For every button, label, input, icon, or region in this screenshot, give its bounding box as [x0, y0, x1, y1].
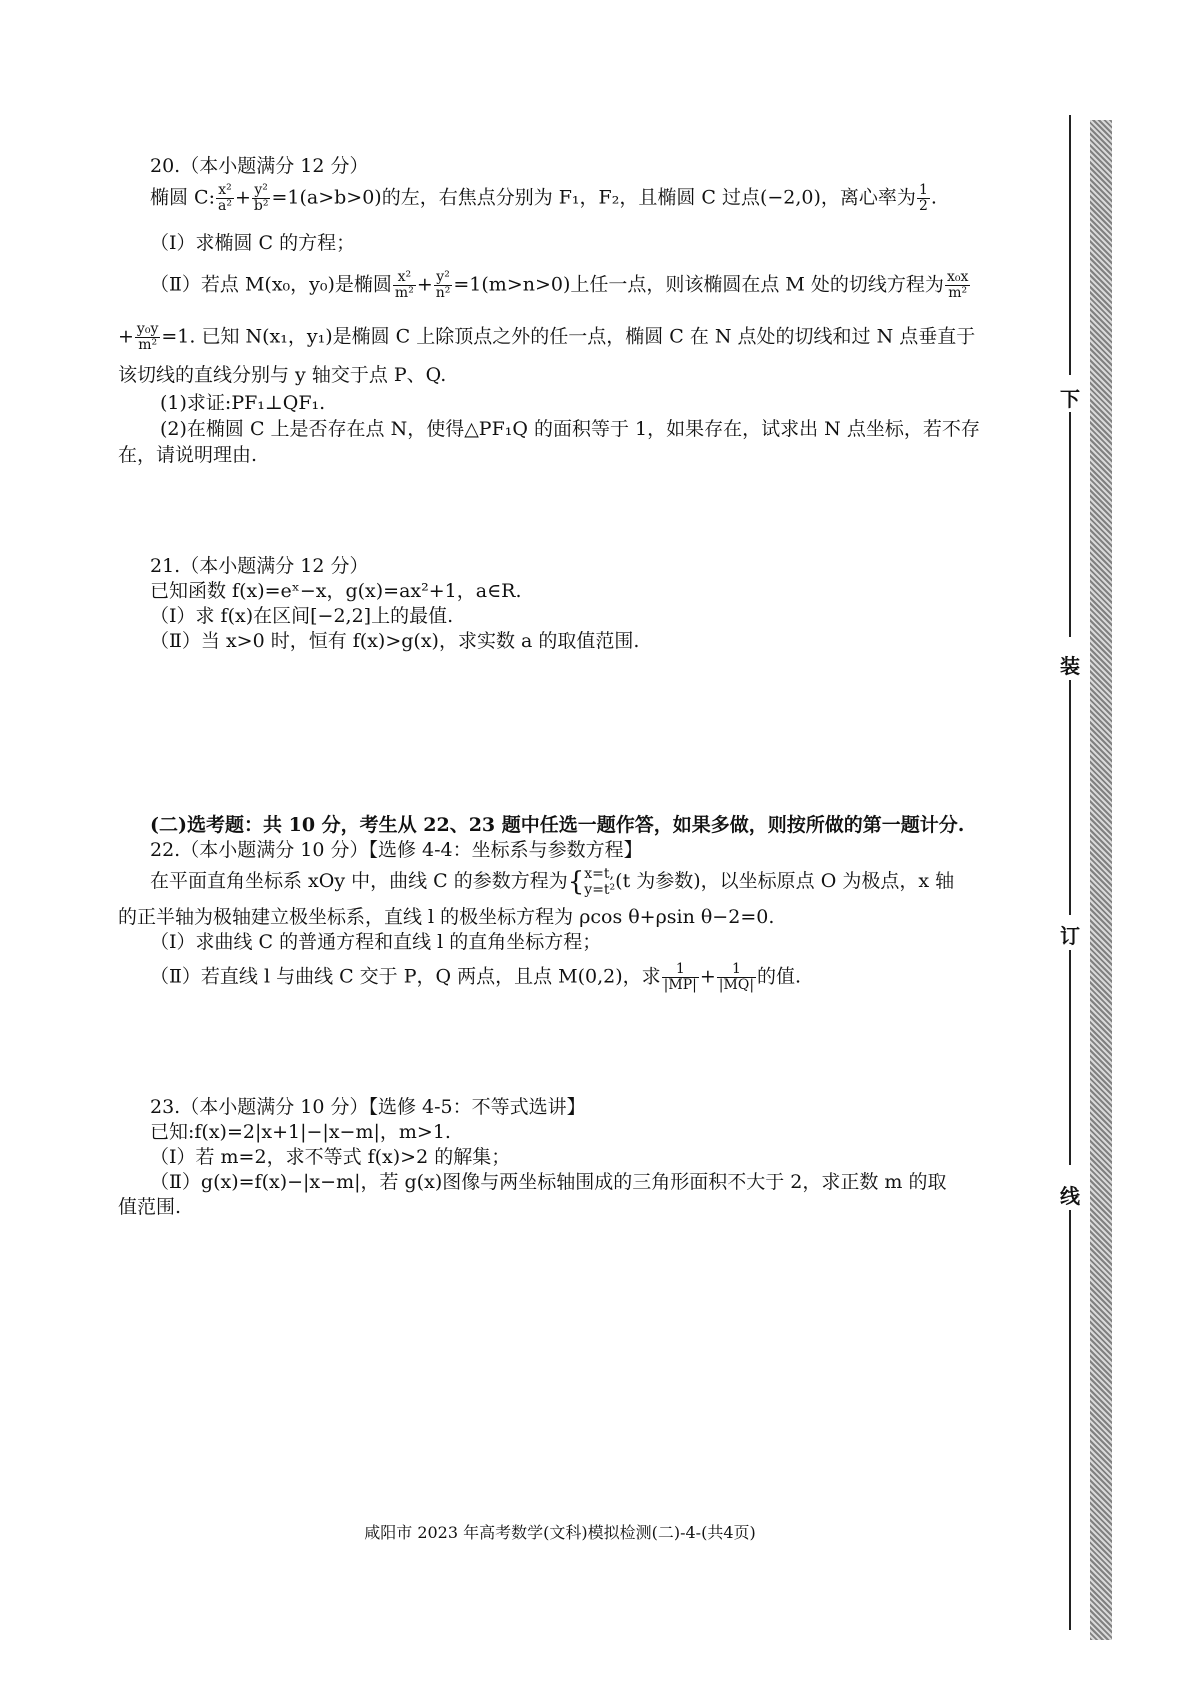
page-footer: 咸阳市 2023 年高考数学(文科)模拟检测(二)-4-(共4页) — [364, 1523, 756, 1542]
q20-part2-cont: + $\frac{\text{y₀y}}{\text{m²}}$ =1. 已知 N(x₁，y₁)是椭圆 C 上除顶点之外的任一点，椭圆 C 在 N 点处的切线和过 N 点垂直于 — [118, 321, 976, 353]
binding-strip — [1090, 120, 1112, 1640]
q21-part1: （Ⅰ）求 f(x)在区间[−2,2]上的最值. — [150, 605, 454, 627]
q22-stem-cont: 的正半轴为极轴建立极坐标系，直线 l 的极坐标方程为 ρcos θ+ρsin θ−2=0. — [118, 906, 775, 928]
q21-part2: （Ⅱ）当 x>0 时，恒有 f(x)>g(x)，求实数 a 的取值范围. — [150, 630, 640, 652]
q20-heading: 20.（本小题满分 12 分） — [150, 155, 369, 177]
q20-sub1: (1)求证:PF₁⊥QF₁. — [160, 392, 326, 414]
binding-line — [1069, 950, 1071, 1165]
binding-line — [1069, 412, 1071, 637]
q23-part2: （Ⅱ）g(x)=f(x)−|x−m|，若 g(x)图像与两坐标轴围成的三角形面积不大于 2，求正数 m 的取 — [150, 1171, 947, 1193]
binding-char-3: 订 — [1060, 924, 1080, 948]
q20-sub2-cont: 在，请说明理由. — [118, 444, 258, 466]
q23-stem: 已知:f(x)=2|x+1|−|x−m|，m>1. — [150, 1121, 451, 1143]
q21-heading: 21.（本小题满分 12 分） — [150, 555, 369, 577]
q23-part1: （Ⅰ）若 m=2，求不等式 f(x)>2 的解集； — [150, 1146, 511, 1168]
binding-char-1: 下 — [1060, 387, 1080, 411]
binding-char-2: 装 — [1060, 654, 1080, 678]
q22-stem: 在平面直角坐标系 xOy 中，曲线 C 的参数方程为{ x=t, y=t² (t 为参数)，以坐标原点 O 为极点，x 轴 — [150, 866, 955, 898]
q22-part1: （Ⅰ）求曲线 C 的普通方程和直线 l 的直角坐标方程； — [150, 931, 602, 953]
binding-line — [1069, 1210, 1071, 1630]
q23-part2-cont: 值范围. — [118, 1196, 182, 1218]
q20-stem: 椭圆 C: $\frac{\text{x²}}{\text{a²}}$ + $\frac{\text{y²}}{\text{b²}}$ =1(a>b>0)的左，右焦点分别为 F₁，F₂，且椭圆 C 过点(−2,0)，离心率为 $\frac{1}{2}$ . — [150, 182, 937, 214]
optional-section-heading: (二)选考题：共 10 分，考生从 22、23 题中任选一题作答，如果多做，则按所做的第一题计分. — [150, 814, 965, 836]
q22-heading: 22.（本小题满分 10 分）【选修 4-4：坐标系与参数方程】 — [150, 839, 643, 861]
q20-part1: （Ⅰ）求椭圆 C 的方程； — [150, 232, 356, 254]
binding-line — [1069, 680, 1071, 915]
q21-stem: 已知函数 f(x)=eˣ−x，g(x)=ax²+1，a∈R. — [150, 580, 522, 602]
q20-part2: （Ⅱ）若点 M(x₀，y₀)是椭圆 $\frac{\text{x²}}{\text{m²}}$ + $\frac{\text{y²}}{\text{n²}}$ =1(m>n>0)上任一点，则该椭圆在点 M 处的切线方程为 $\frac{\text{x₀x}}{\text{m²}}$ — [150, 269, 969, 301]
q23-heading: 23.（本小题满分 10 分）【选修 4-5：不等式选讲】 — [150, 1096, 586, 1118]
q20-part2-line3: 该切线的直线分别与 y 轴交于点 P、Q. — [118, 364, 447, 386]
binding-char-4: 线 — [1060, 1184, 1080, 1208]
q20-sub2: (2)在椭圆 C 上是否存在点 N，使得△PF₁Q 的面积等于 1，如果存在，试求出 N 点坐标，若不存 — [160, 418, 980, 440]
binding-line — [1069, 115, 1071, 375]
q22-part2: （Ⅱ）若直线 l 与曲线 C 交于 P，Q 两点，且点 M(0,2)，求 $\frac{1}{|MP|}$ + $\frac{1}{|MQ|}$ 的值. — [150, 961, 802, 993]
